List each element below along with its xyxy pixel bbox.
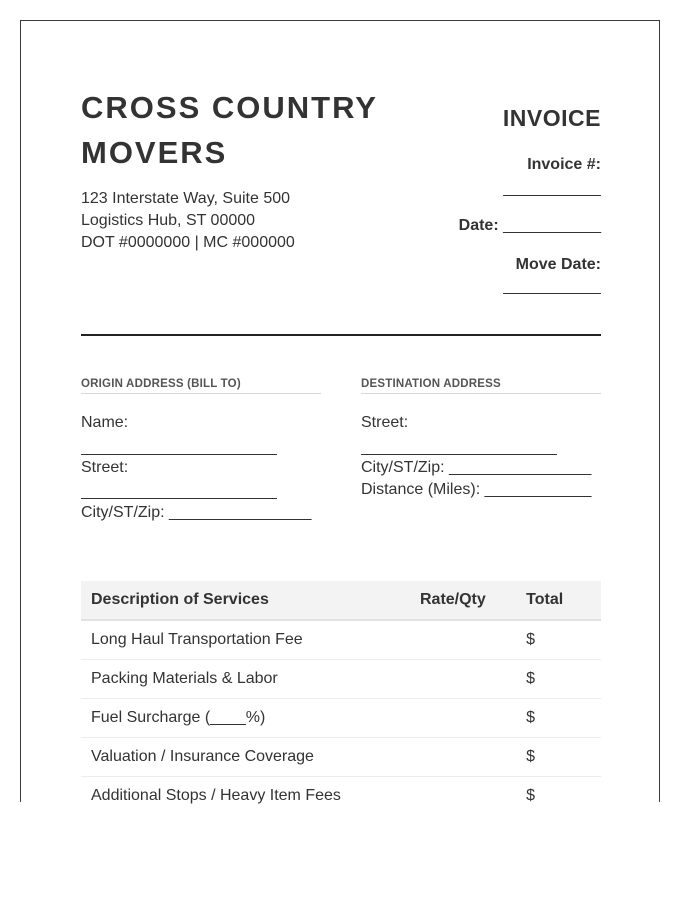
invoice-date-field[interactable]: ___________	[503, 217, 601, 234]
origin-name-field[interactable]	[81, 454, 277, 455]
service-rate-cell[interactable]	[410, 660, 516, 699]
destination-address-heading: DESTINATION ADDRESS	[361, 378, 601, 394]
services-header-row	[81, 581, 601, 620]
service-description: Long Haul Transportation Fee	[81, 620, 410, 660]
company-license-line: DOT #0000000 | MC #000000	[81, 234, 295, 251]
company-address-line-2: Logistics Hub, ST 00000	[81, 212, 256, 229]
table-row	[81, 660, 601, 699]
origin-street-field[interactable]	[81, 498, 277, 499]
invoice-date-label: Date:	[458, 217, 499, 234]
service-description: Valuation / Insurance Coverage	[81, 738, 410, 777]
move-date-label: Move Date:	[515, 256, 601, 273]
services-table	[81, 581, 601, 815]
origin-address-heading: ORIGIN ADDRESS (BILL TO)	[81, 378, 321, 394]
service-total-cell[interactable]: $	[516, 699, 601, 738]
service-rate-cell[interactable]	[410, 620, 516, 660]
company-address-line-1: 123 Interstate Way, Suite 500	[81, 190, 291, 207]
column-header-rate-qty: Rate/Qty	[410, 581, 516, 620]
invoice-number-field[interactable]	[503, 195, 601, 196]
company-name	[81, 85, 411, 175]
service-rate-cell[interactable]	[410, 777, 516, 816]
service-total-cell[interactable]: $	[516, 660, 601, 699]
invoice-title: INVOICE	[502, 105, 601, 131]
table-row	[81, 699, 601, 738]
service-description: Additional Stops / Heavy Item Fees	[91, 787, 341, 804]
invoice-sheet	[20, 20, 660, 802]
origin-street-label: Street:	[81, 459, 129, 476]
origin-city-field[interactable]: City/ST/Zip: ________________	[81, 504, 312, 521]
invoice-date-row	[459, 217, 601, 235]
company-name-line-2: MOVERS	[81, 135, 228, 170]
service-total-cell[interactable]: $	[516, 620, 601, 660]
table-row	[81, 738, 601, 777]
column-header-total: Total	[516, 581, 601, 620]
service-description: Packing Materials & Labor	[81, 660, 410, 699]
table-row	[81, 620, 601, 660]
destination-address-section	[361, 378, 601, 498]
destination-street-field[interactable]	[361, 454, 557, 455]
service-description: Fuel Surcharge (____%)	[81, 699, 410, 738]
service-total-cell[interactable]: $	[526, 787, 536, 804]
header-divider	[81, 334, 601, 336]
company-address	[81, 188, 295, 254]
destination-street-label: Street:	[361, 414, 409, 431]
origin-name-label: Name:	[81, 414, 129, 431]
move-date-field[interactable]	[503, 293, 601, 294]
origin-address-section	[81, 378, 321, 521]
service-total-cell[interactable]: $	[516, 738, 601, 777]
table-row	[81, 777, 601, 816]
invoice-number-label: Invoice #:	[527, 156, 601, 173]
service-rate-cell[interactable]	[410, 738, 516, 777]
service-rate-cell[interactable]	[410, 699, 516, 738]
company-name-line-1: CROSS COUNTRY	[81, 90, 378, 125]
distance-miles-field[interactable]: Distance (Miles): ____________	[361, 481, 592, 498]
destination-city-field[interactable]: City/ST/Zip: ________________	[361, 459, 592, 476]
column-header-description: Description of Services	[81, 581, 410, 620]
